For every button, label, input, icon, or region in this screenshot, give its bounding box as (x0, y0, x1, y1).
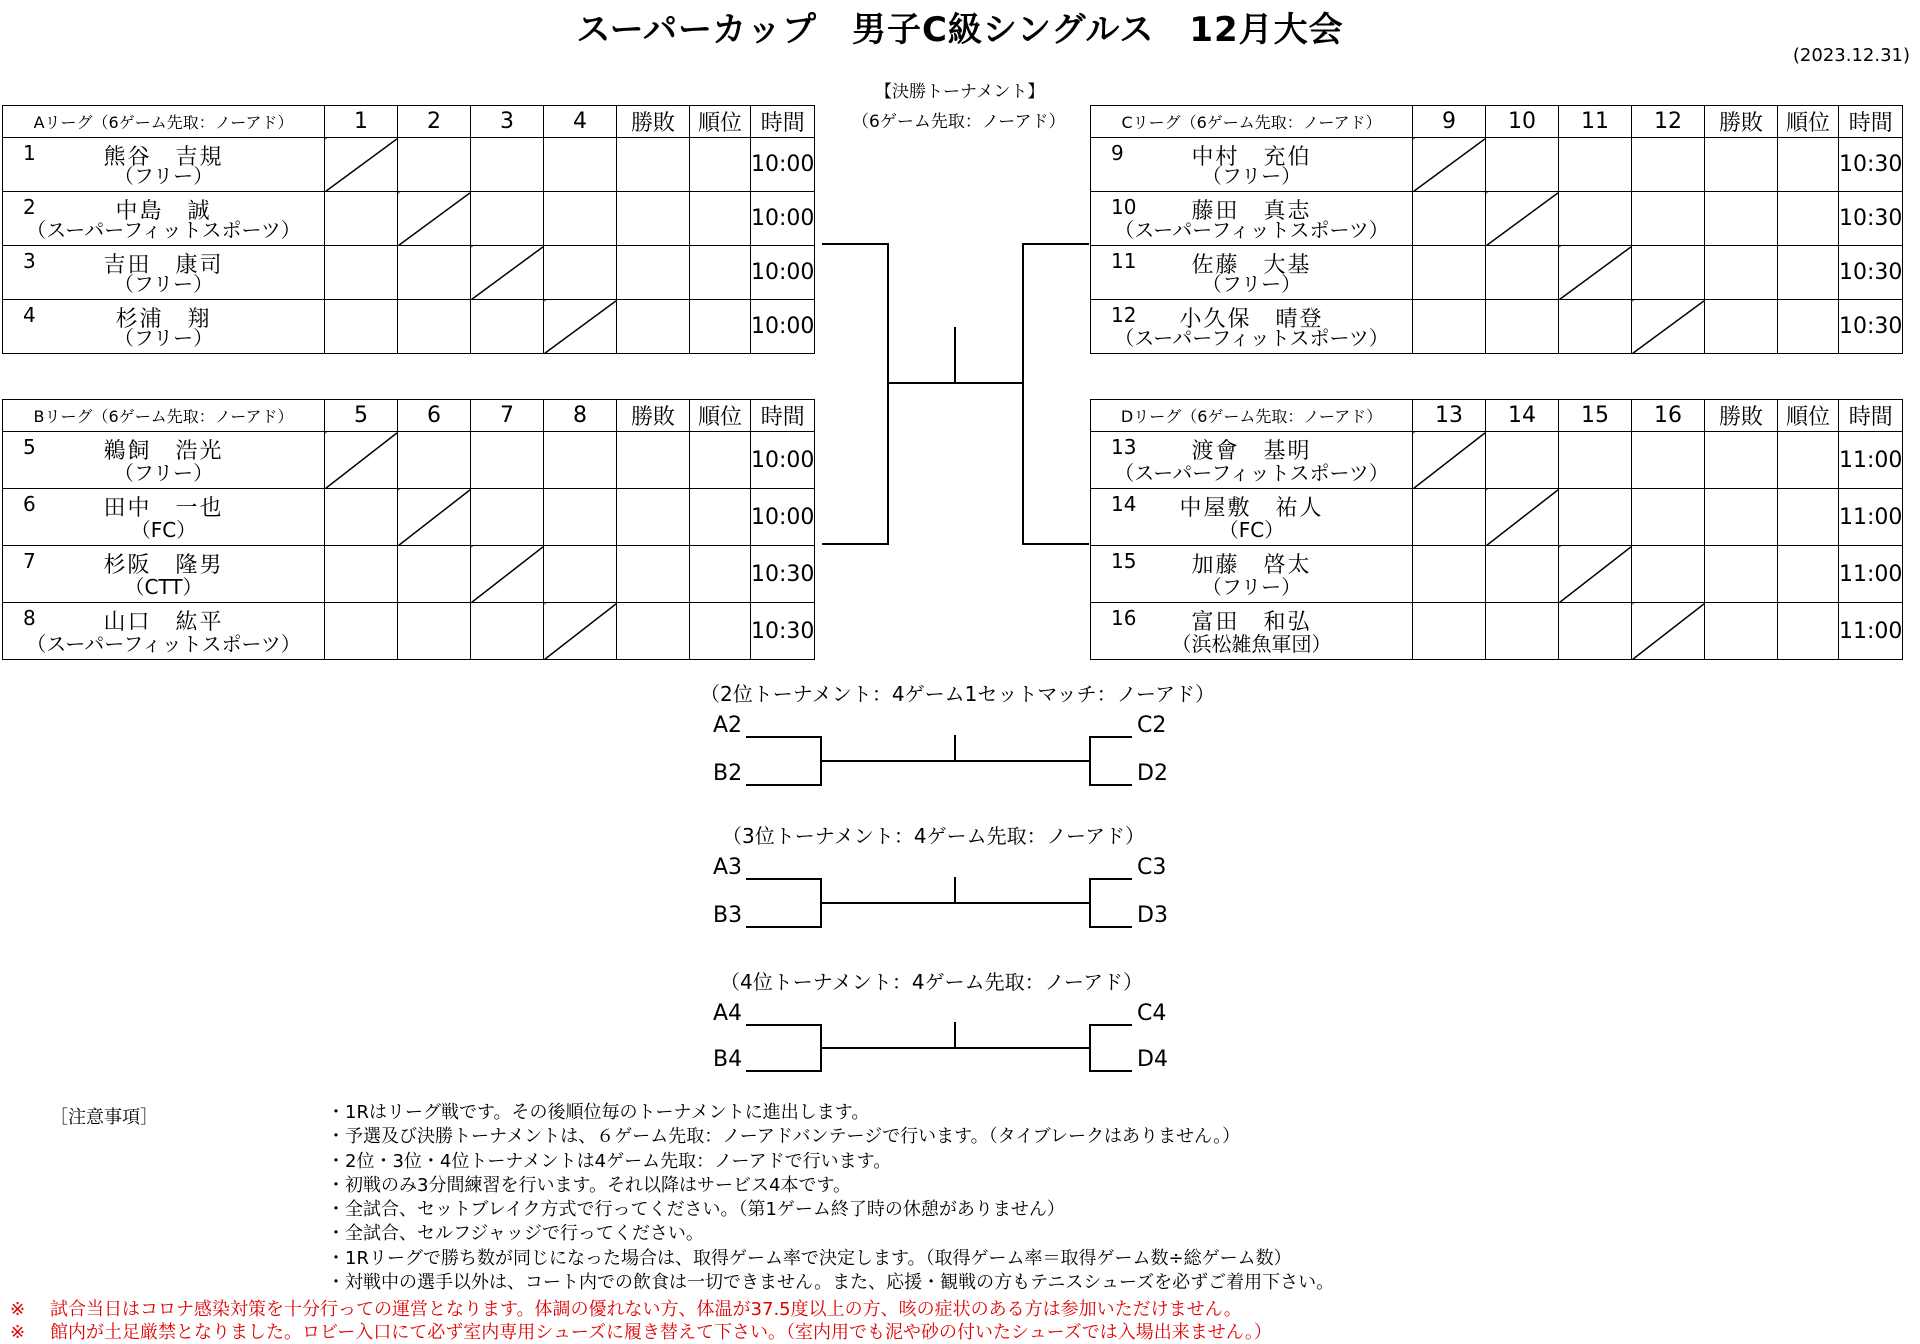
score-cell (1486, 246, 1559, 300)
win-loss-cell (617, 192, 690, 246)
win-loss-cell (1705, 300, 1778, 354)
player-club: （フリー） (113, 326, 214, 350)
player-number: 8 (23, 606, 36, 630)
win-loss-cell (617, 246, 690, 300)
score-cell (471, 138, 544, 192)
match-time: 10:30 (1839, 246, 1903, 300)
player-number: 6 (23, 492, 36, 516)
self-match-cell (544, 603, 617, 660)
score-cell (471, 603, 544, 660)
score-cell (398, 246, 471, 300)
player-name: 藤田 真志 (1191, 199, 1312, 224)
slot-right-top: C2 (1137, 713, 1167, 738)
player-club: （浜松雑魚軍団） (1171, 632, 1332, 656)
player-number: 16 (1111, 606, 1137, 630)
player-name: 吉田 康司 (103, 253, 224, 278)
rank-cell (690, 546, 751, 603)
score-cell (1486, 300, 1559, 354)
player-number: 13 (1111, 435, 1137, 459)
player-number: 7 (23, 549, 36, 573)
match-time: 10:00 (751, 300, 815, 354)
column-header: 9 (1413, 106, 1486, 138)
self-match-cell (544, 300, 617, 354)
match-time: 10:30 (1839, 192, 1903, 246)
win-loss-header: 勝敗 (617, 106, 690, 138)
time-header: 時間 (751, 106, 815, 138)
rank-cell (690, 300, 751, 354)
player-club: （スーパーフィットスポーツ） (1114, 326, 1389, 350)
league-label: Cリーグ（6ゲーム先取：ノーアド） (1091, 106, 1413, 138)
player-number: 12 (1111, 303, 1137, 327)
win-loss-cell (617, 603, 690, 660)
rank-cell (690, 432, 751, 489)
score-cell (1559, 138, 1632, 192)
win-loss-cell (617, 300, 690, 354)
score-cell (1632, 546, 1705, 603)
win-loss-cell (1705, 192, 1778, 246)
player-club: （フリー） (113, 461, 214, 485)
note-item: ・予選及び決勝トーナメントは、６ゲーム先取：ノーアドバンテージで行います。（タイブレークはありません。） (327, 1126, 1241, 1148)
win-loss-cell (617, 546, 690, 603)
player-name: 佐藤 大基 (1191, 253, 1312, 278)
player-row (1091, 138, 1903, 192)
match-time: 10:30 (1839, 138, 1903, 192)
player-name: 小久保 晴登 (1179, 307, 1324, 332)
match-time: 11:00 (1839, 546, 1903, 603)
player-cell (1091, 246, 1413, 300)
player-cell (1091, 603, 1413, 660)
column-header: 8 (544, 400, 617, 432)
rank-cell (1778, 138, 1839, 192)
final-caption-1: 【決勝トーナメント】 (875, 82, 1045, 102)
league-table-d (1090, 399, 1903, 660)
warning-text: 試合当日はコロナ感染対策を十分行っての運営となります。体調の優れない方、体温が37.5度以上の方、咳の症状のある方は参加いただけません。 (50, 1299, 1242, 1320)
player-cell (3, 300, 325, 354)
score-cell (1413, 192, 1486, 246)
score-cell (1486, 138, 1559, 192)
score-cell (544, 192, 617, 246)
note-item: ・初戦のみ3分間練習を行います。それ以降はサービス4本です。 (327, 1174, 852, 1196)
slot-left-bottom: B2 (713, 761, 743, 786)
note-item: ・1Rはリーグ戦です。その後順位毎のトーナメントに進出します。 (327, 1102, 870, 1123)
score-cell (544, 432, 617, 489)
score-cell (1413, 546, 1486, 603)
player-row (3, 138, 815, 192)
player-cell (1091, 138, 1413, 192)
league-label: Bリーグ（6ゲーム先取：ノーアド） (3, 400, 325, 432)
rank-cell (690, 603, 751, 660)
player-row (3, 432, 815, 489)
column-header: 11 (1559, 106, 1632, 138)
win-loss-header: 勝敗 (617, 400, 690, 432)
match-time: 11:00 (1839, 603, 1903, 660)
note-item: ・2位・3位・4位トーナメントは4ゲーム先取：ノーアドで行います。 (327, 1150, 892, 1172)
league-table-a (2, 105, 815, 354)
notes-list (327, 1101, 1334, 1295)
self-match-cell (1559, 546, 1632, 603)
column-header: 2 (398, 106, 471, 138)
score-cell (544, 489, 617, 546)
rank-cell (1778, 489, 1839, 546)
player-club: （スーパーフィットスポーツ） (26, 218, 301, 242)
player-row (3, 300, 815, 354)
match-time: 11:00 (1839, 489, 1903, 546)
player-number: 9 (1111, 141, 1124, 165)
player-name: 田中 一也 (103, 496, 224, 521)
player-name: 鵜飼 浩光 (103, 439, 224, 464)
player-number: 11 (1111, 249, 1137, 273)
match-time: 11:00 (1839, 432, 1903, 489)
player-row (1091, 300, 1903, 354)
score-cell (1632, 432, 1705, 489)
rank-header: 順位 (690, 106, 751, 138)
player-club: （フリー） (1201, 575, 1302, 599)
rank-header: 順位 (1778, 400, 1839, 432)
time-header: 時間 (751, 400, 815, 432)
win-loss-header: 勝敗 (1705, 106, 1778, 138)
warning-mark: ※ (10, 1322, 26, 1343)
player-name: 中村 充伯 (1191, 145, 1312, 170)
column-header: 6 (398, 400, 471, 432)
rank-cell (1778, 432, 1839, 489)
score-cell (325, 603, 398, 660)
rank-cell (690, 246, 751, 300)
win-loss-cell (1705, 432, 1778, 489)
rank-cell (1778, 546, 1839, 603)
player-club: （スーパーフィットスポーツ） (1114, 461, 1389, 485)
player-number: 1 (23, 141, 36, 165)
league-table-b (2, 399, 815, 660)
score-cell (325, 300, 398, 354)
player-row (3, 192, 815, 246)
player-club: （フリー） (1201, 164, 1302, 188)
win-loss-cell (1705, 138, 1778, 192)
player-name: 渡會 基明 (1191, 439, 1312, 464)
player-name: 熊谷 吉規 (103, 145, 224, 170)
player-row (1091, 192, 1903, 246)
score-cell (1486, 546, 1559, 603)
column-header: 15 (1559, 400, 1632, 432)
player-cell (1091, 432, 1413, 489)
score-cell (325, 546, 398, 603)
player-club: （スーパーフィットスポーツ） (26, 632, 301, 656)
slot-left-bottom: B4 (713, 1047, 743, 1072)
player-club: （フリー） (1201, 272, 1302, 296)
column-header: 4 (544, 106, 617, 138)
warning-item (10, 1318, 1272, 1344)
player-name: 山口 紘平 (103, 610, 224, 635)
self-match-cell (1486, 489, 1559, 546)
player-row (3, 603, 815, 660)
score-cell (398, 432, 471, 489)
page-title: スーパーカップ 男子C級シングルス 12月大会 (576, 10, 1344, 50)
self-match-cell (1486, 192, 1559, 246)
self-match-cell (1632, 603, 1705, 660)
rank-cell (1778, 603, 1839, 660)
match-time: 10:00 (751, 489, 815, 546)
win-loss-cell (1705, 489, 1778, 546)
self-match-cell (398, 192, 471, 246)
player-cell (3, 432, 325, 489)
score-cell (1559, 300, 1632, 354)
score-cell (544, 138, 617, 192)
sub-tournament-caption: （4位トーナメント：4ゲーム先取：ノーアド） (720, 970, 1144, 994)
league-label: Dリーグ（6ゲーム先取：ノーアド） (1091, 400, 1413, 432)
rank-cell (1778, 246, 1839, 300)
score-cell (1559, 489, 1632, 546)
player-number: 14 (1111, 492, 1137, 516)
score-cell (325, 246, 398, 300)
score-cell (1632, 138, 1705, 192)
final-caption-2: （6ゲーム先取：ノーアド） (852, 112, 1066, 132)
score-cell (325, 192, 398, 246)
player-cell (1091, 300, 1413, 354)
score-cell (544, 246, 617, 300)
sub-tournament-caption: （3位トーナメント：4ゲーム先取：ノーアド） (722, 824, 1146, 848)
win-loss-header: 勝敗 (1705, 400, 1778, 432)
column-header: 13 (1413, 400, 1486, 432)
column-header: 14 (1486, 400, 1559, 432)
player-number: 2 (23, 195, 36, 219)
slot-right-top: C3 (1137, 855, 1167, 880)
score-cell (471, 300, 544, 354)
player-row (3, 246, 815, 300)
score-cell (1559, 192, 1632, 246)
notes-heading: ［注意事項］ (50, 1107, 158, 1128)
rank-header: 順位 (1778, 106, 1839, 138)
player-row (3, 489, 815, 546)
player-club: （CTT） (124, 575, 203, 599)
score-cell (471, 192, 544, 246)
win-loss-cell (617, 138, 690, 192)
rank-cell (690, 138, 751, 192)
league-table-c (1090, 105, 1903, 354)
player-row (3, 546, 815, 603)
win-loss-cell (617, 432, 690, 489)
player-name: 富田 和弘 (1191, 610, 1312, 635)
score-cell (1486, 432, 1559, 489)
player-cell (1091, 489, 1413, 546)
slot-left-top: A2 (713, 713, 743, 738)
column-header: 5 (325, 400, 398, 432)
player-cell (3, 138, 325, 192)
match-time: 10:30 (1839, 300, 1903, 354)
rank-cell (1778, 192, 1839, 246)
score-cell (1632, 489, 1705, 546)
time-header: 時間 (1839, 400, 1903, 432)
slot-left-bottom: B3 (713, 903, 743, 928)
match-time: 10:00 (751, 246, 815, 300)
player-cell (1091, 546, 1413, 603)
win-loss-cell (617, 489, 690, 546)
player-club: （スーパーフィットスポーツ） (1114, 218, 1389, 242)
warning-text: 館内が土足厳禁となりました。ロビー入口にて必ず室内専用シューズに履き替えて下さい。（室内用でも泥や砂の付いたシューズでは入場出来ません。） (50, 1322, 1272, 1343)
self-match-cell (325, 432, 398, 489)
player-club: （FC） (1218, 518, 1285, 542)
score-cell (325, 489, 398, 546)
player-cell (3, 192, 325, 246)
column-header: 7 (471, 400, 544, 432)
match-time: 10:00 (751, 432, 815, 489)
time-header: 時間 (1839, 106, 1903, 138)
player-row (1091, 489, 1903, 546)
score-cell (1413, 603, 1486, 660)
self-match-cell (325, 138, 398, 192)
score-cell (471, 489, 544, 546)
self-match-cell (471, 546, 544, 603)
slot-right-bottom: D4 (1137, 1047, 1168, 1072)
player-name: 中島 誠 (115, 199, 212, 224)
player-club: （フリー） (113, 272, 214, 296)
player-cell (3, 603, 325, 660)
player-name: 杉阪 隆男 (103, 553, 224, 578)
player-row (1091, 546, 1903, 603)
column-header: 16 (1632, 400, 1705, 432)
score-cell (471, 432, 544, 489)
note-item: ・全試合、セットブレイク方式で行ってください。（第1ゲーム終了時の休憩がありません） (327, 1199, 1065, 1221)
score-cell (398, 546, 471, 603)
column-header: 10 (1486, 106, 1559, 138)
self-match-cell (1632, 300, 1705, 354)
match-time: 10:00 (751, 138, 815, 192)
score-cell (1632, 192, 1705, 246)
slot-left-top: A4 (713, 1001, 743, 1026)
player-cell (3, 489, 325, 546)
player-club: （フリー） (113, 164, 214, 188)
score-cell (398, 603, 471, 660)
rank-cell (1778, 300, 1839, 354)
note-item: ・対戦中の選手以外は、コート内での飲食は一切できません。また、応援・観戦の方もテニスシューズを必ずご着用下さい。 (327, 1272, 1335, 1294)
rank-cell (690, 489, 751, 546)
self-match-cell (398, 489, 471, 546)
player-name: 杉浦 翔 (115, 307, 212, 332)
score-cell (1632, 246, 1705, 300)
win-loss-cell (1705, 546, 1778, 603)
win-loss-cell (1705, 246, 1778, 300)
player-number: 5 (23, 435, 36, 459)
column-header: 1 (325, 106, 398, 138)
score-cell (1413, 246, 1486, 300)
league-label: Aリーグ（6ゲーム先取：ノーアド） (3, 106, 325, 138)
win-loss-cell (1705, 603, 1778, 660)
rank-header: 順位 (690, 400, 751, 432)
score-cell (1559, 603, 1632, 660)
slot-left-top: A3 (713, 855, 743, 880)
warning-mark: ※ (10, 1299, 26, 1320)
column-header: 3 (471, 106, 544, 138)
player-row (1091, 432, 1903, 489)
player-cell (3, 246, 325, 300)
score-cell (398, 300, 471, 354)
player-number: 10 (1111, 195, 1137, 219)
note-item: ・1Rリーグで勝ち数が同じになった場合は、取得ゲーム率で決定します。（取得ゲーム率＝取得ゲーム数÷総ゲーム数） (327, 1247, 1292, 1269)
score-cell (398, 138, 471, 192)
player-number: 3 (23, 249, 36, 273)
player-number: 4 (23, 303, 36, 327)
match-time: 10:00 (751, 192, 815, 246)
slot-right-top: C4 (1137, 1001, 1167, 1026)
player-row (1091, 246, 1903, 300)
player-name: 中屋敷 祐人 (1179, 496, 1324, 521)
note-item: ・全試合、セルフジャッジで行ってください。 (327, 1223, 704, 1245)
score-cell (1413, 489, 1486, 546)
self-match-cell (471, 246, 544, 300)
match-time: 10:30 (751, 546, 815, 603)
match-time: 10:30 (751, 603, 815, 660)
self-match-cell (1413, 138, 1486, 192)
self-match-cell (1559, 246, 1632, 300)
score-cell (1559, 432, 1632, 489)
slot-right-bottom: D2 (1137, 761, 1168, 786)
slot-right-bottom: D3 (1137, 903, 1168, 928)
player-row (1091, 603, 1903, 660)
score-cell (544, 546, 617, 603)
player-cell (1091, 192, 1413, 246)
player-number: 15 (1111, 549, 1137, 573)
score-cell (1413, 300, 1486, 354)
document-date: (2023.12.31) (1792, 45, 1910, 66)
self-match-cell (1413, 432, 1486, 489)
player-cell (3, 546, 325, 603)
sub-tournament-caption: （2位トーナメント：4ゲーム1セットマッチ：ノーアド） (700, 682, 1215, 706)
player-name: 加藤 啓太 (1191, 553, 1312, 578)
rank-cell (690, 192, 751, 246)
score-cell (1486, 603, 1559, 660)
player-club: （FC） (130, 518, 197, 542)
column-header: 12 (1632, 106, 1705, 138)
